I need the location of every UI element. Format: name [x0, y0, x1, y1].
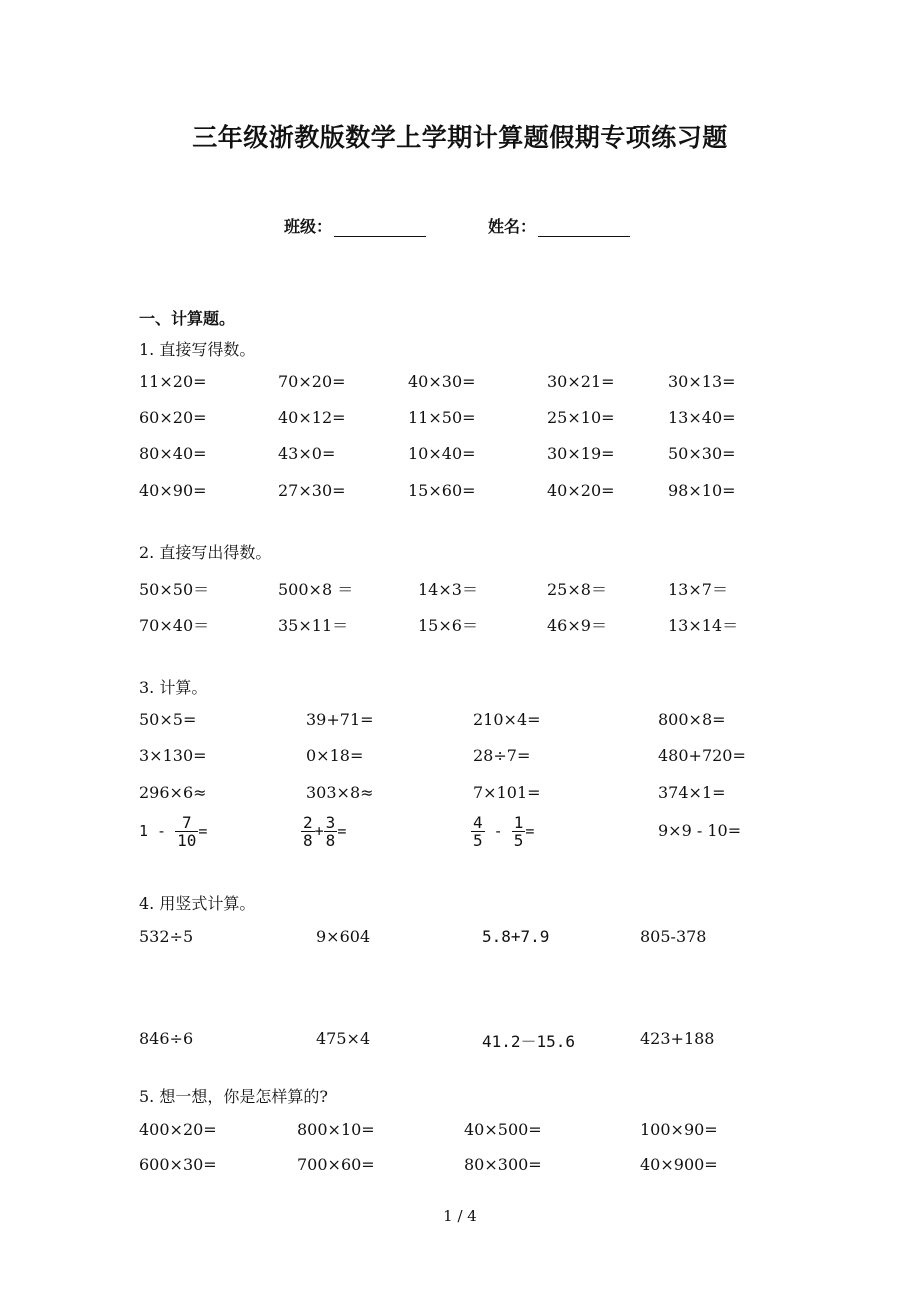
q1-item: 50×30=: [668, 444, 736, 463]
q3-item: 28÷7=: [473, 746, 531, 765]
q1-item: 40×30=: [408, 372, 476, 391]
q4-item: 532÷5: [139, 927, 194, 946]
name-blank-line: [538, 220, 630, 237]
class-label: 班级：: [284, 217, 333, 236]
expr-tail: =: [525, 822, 535, 840]
q4-item: 805-378: [640, 927, 707, 946]
class-blank-line: [334, 220, 426, 237]
q3-item: 480+720=: [658, 746, 746, 765]
q5-item: 40×500=: [464, 1120, 542, 1139]
q3-item: 9×9 - 10=: [658, 821, 742, 840]
q1-item: 30×13=: [668, 372, 736, 391]
fraction-numerator: 2: [303, 813, 313, 832]
q1-item: 15×60=: [408, 481, 476, 500]
q3-item: 210×4=: [473, 710, 541, 729]
q3-fraction-item: [139, 814, 207, 849]
fraction-denominator: 8: [325, 831, 336, 850]
expr-lead: 1 -: [139, 822, 176, 840]
section-title: 一、计算题。: [139, 309, 236, 328]
page-number: 1 / 4: [443, 1207, 477, 1225]
fraction-denominator: 5: [513, 831, 524, 850]
expr-tail: =: [198, 822, 208, 840]
q2-title: 2. 直接写出得数。: [139, 543, 272, 562]
class-field: [284, 214, 426, 237]
fraction-denominator: 8: [303, 831, 313, 850]
q3-item: 50×5=: [139, 710, 197, 729]
q2-item: 15×6＝: [418, 616, 478, 635]
q1-title: 1. 直接写得数。: [139, 340, 256, 359]
q4-title: 4. 用竖式计算。: [139, 894, 256, 913]
q3-item: 39+71=: [306, 710, 374, 729]
q5-title: 5. 想一想，你是怎样算的?: [139, 1087, 328, 1106]
q3-item: 303×8≈: [306, 783, 374, 802]
q4-item: 846÷6: [139, 1029, 194, 1048]
q1-item: 25×10=: [547, 408, 615, 427]
q1-item: 13×40=: [668, 408, 736, 427]
q2-item: 500×8 ＝: [278, 580, 354, 599]
q4-item: 41.2－15.6: [482, 1032, 576, 1051]
name-label: 姓名：: [488, 217, 537, 236]
q1-item: 40×90=: [139, 481, 207, 500]
q1-item: 60×20=: [139, 408, 207, 427]
fraction-numerator: 4: [473, 813, 483, 832]
q3-item: 0×18=: [306, 746, 364, 765]
q3-item: 7×101=: [473, 783, 541, 802]
q4-item: 9×604: [316, 927, 371, 946]
fraction-numerator: 7: [175, 814, 198, 832]
q1-item: 80×40=: [139, 444, 207, 463]
fraction: [324, 814, 338, 849]
q5-item: 80×300=: [464, 1155, 542, 1174]
fraction-numerator: 3: [325, 813, 336, 832]
q2-item: 14×3＝: [418, 580, 478, 599]
expr-tail: =: [337, 822, 347, 840]
q3-title: 3. 计算。: [139, 678, 208, 697]
q1-item: 27×30=: [278, 481, 346, 500]
q4-item: 5.8+7.9: [482, 927, 550, 946]
q5-item: 800×10=: [297, 1120, 375, 1139]
q2-item: 25×8＝: [547, 580, 607, 599]
q3-item: 296×6≈: [139, 783, 207, 802]
fraction: [471, 814, 485, 849]
fraction-numerator: 1: [513, 813, 524, 832]
fraction: [175, 814, 198, 849]
expr-operator: -: [484, 822, 512, 840]
fraction-denominator: 5: [473, 831, 483, 850]
q2-item: 13×7＝: [668, 580, 728, 599]
name-field: [488, 214, 630, 237]
q4-item: 423+188: [640, 1029, 715, 1048]
q3-item: 800×8=: [658, 710, 726, 729]
q2-item: 50×50＝: [139, 580, 210, 599]
q3-item: 374×1=: [658, 783, 726, 802]
q2-item: 70×40＝: [139, 616, 210, 635]
q2-item: 35×11＝: [278, 616, 349, 635]
q1-item: 30×19=: [547, 444, 615, 463]
page-title: 三年级浙教版数学上学期计算题假期专项练习题: [192, 123, 728, 152]
q1-item: 11×50=: [408, 408, 476, 427]
q1-item: 40×20=: [547, 481, 615, 500]
fraction: [512, 814, 526, 849]
q1-item: 70×20=: [278, 372, 346, 391]
q3-fraction-item: [301, 814, 346, 849]
q1-item: 43×0=: [278, 444, 336, 463]
q1-item: 30×21=: [547, 372, 615, 391]
q1-item: 10×40=: [408, 444, 476, 463]
fraction: [301, 814, 315, 849]
q5-item: 100×90=: [640, 1120, 718, 1139]
q2-item: 46×9＝: [547, 616, 607, 635]
q5-item: 400×20=: [139, 1120, 217, 1139]
q1-item: 98×10=: [668, 481, 736, 500]
q3-item: 3×130=: [139, 746, 207, 765]
q1-item: 11×20=: [139, 372, 207, 391]
q1-item: 40×12=: [278, 408, 346, 427]
fraction-denominator: 10: [177, 831, 197, 850]
q4-item: 475×4: [316, 1029, 371, 1048]
q5-item: 40×900=: [640, 1155, 718, 1174]
q5-item: 700×60=: [297, 1155, 375, 1174]
expr-operator: +: [314, 822, 324, 840]
q2-item: 13×14＝: [668, 616, 739, 635]
q5-item: 600×30=: [139, 1155, 217, 1174]
q3-fraction-item: [471, 814, 534, 849]
